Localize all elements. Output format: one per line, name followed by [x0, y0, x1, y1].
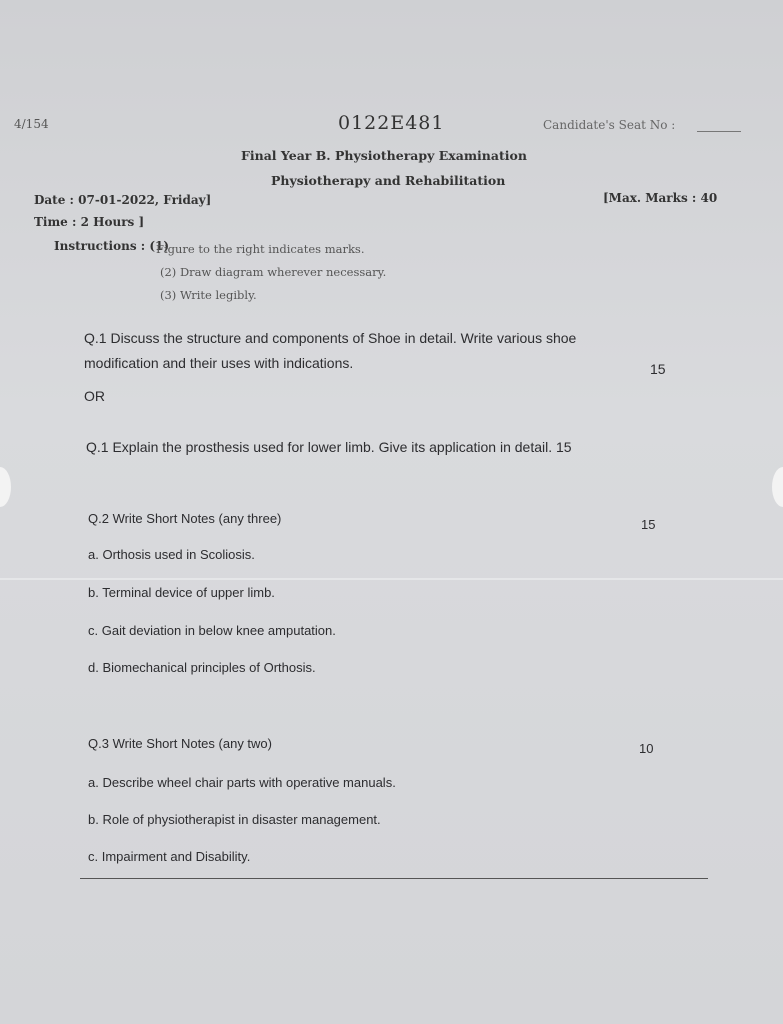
paper-fold — [0, 578, 783, 580]
instruction-item: (3) Write legibly. — [160, 288, 257, 302]
instructions-label: Instructions : (1) — [54, 239, 170, 253]
exam-title: Final Year B. Physiotherapy Examination — [241, 148, 527, 163]
punch-hole-left — [0, 467, 11, 507]
handwritten-reference: 4/154 — [14, 117, 49, 131]
max-marks: [Max. Marks : 40 — [603, 191, 718, 205]
question-2-title: Q.2 Write Short Notes (any three) — [88, 511, 282, 526]
question-3-item: a. Describe wheel chair parts with operative manuals. — [88, 775, 396, 790]
or-separator: OR — [84, 388, 105, 404]
question-2-marks: 15 — [641, 517, 656, 532]
question-3-title: Q.3 Write Short Notes (any two) — [88, 736, 272, 751]
seat-number-blank — [697, 131, 741, 132]
question-1a-marks: 15 — [650, 361, 666, 377]
question-1b: Q.1 Explain the prosthesis used for lower limb. Give its application in detail. 15 — [86, 439, 572, 455]
question-2-item: c. Gait deviation in below knee amputation. — [88, 623, 336, 638]
exam-time: Time : 2 Hours ] — [34, 215, 145, 229]
question-3-item: c. Impairment and Disability. — [88, 849, 251, 864]
paper-code: 0122E481 — [338, 112, 445, 134]
question-1a-line1: Q.1 Discuss the structure and components of Shoe in detail. Write various shoe — [84, 330, 577, 346]
question-2-item: d. Biomechanical principles of Orthosis. — [88, 660, 316, 675]
question-2-item: a. Orthosis used in Scoliosis. — [88, 547, 255, 562]
question-3-marks: 10 — [639, 741, 654, 756]
instruction-item: (2) Draw diagram wherever necessary. — [160, 265, 387, 279]
question-1a-line2: modification and their uses with indications. — [84, 355, 354, 371]
exam-date: Date : 07-01-2022, Friday] — [34, 193, 212, 207]
end-rule — [80, 878, 708, 879]
instruction-item: Figure to the right indicates marks. — [156, 242, 365, 256]
subject-title: Physiotherapy and Rehabilitation — [271, 173, 506, 188]
question-3-item: b. Role of physiotherapist in disaster management. — [88, 812, 381, 827]
seat-number-label: Candidate's Seat No : — [543, 118, 676, 132]
question-2-item: b. Terminal device of upper limb. — [88, 585, 275, 600]
punch-hole-right — [772, 467, 783, 507]
